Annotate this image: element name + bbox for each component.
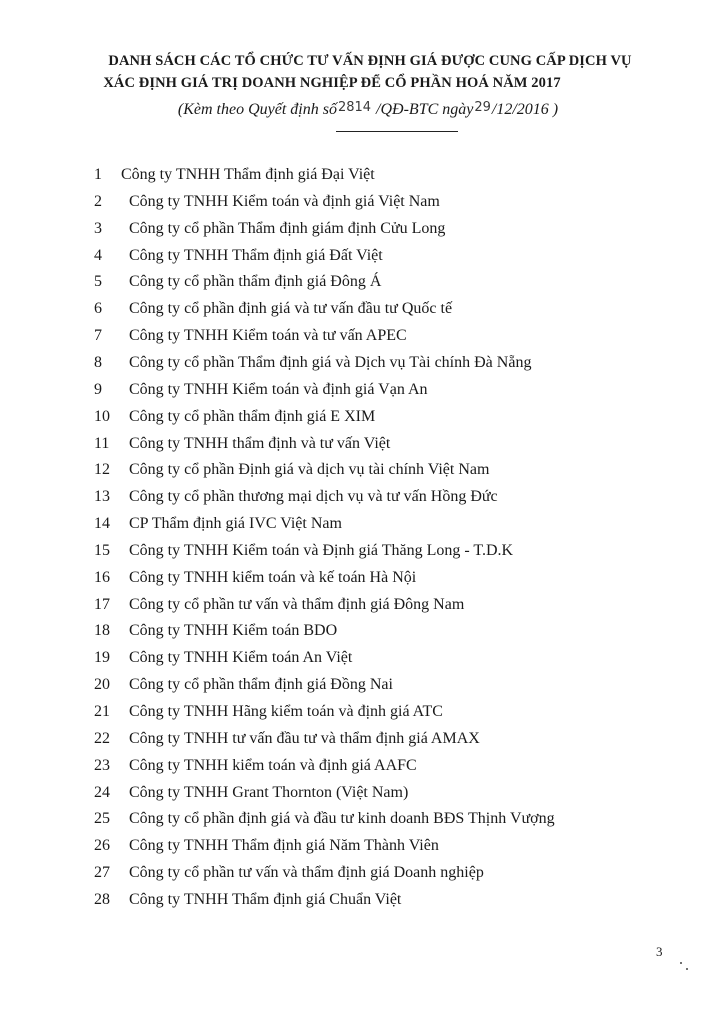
organization-name: Công ty TNHH tư vấn đầu tư và thẩm định giá AMAX xyxy=(129,729,480,747)
document-title-line-1: DANH SÁCH CÁC TỔ CHỨC TƯ VẤN ĐỊNH GIÁ ĐƯỢC CUNG CẤP DỊCH VỤ xyxy=(108,53,632,69)
item-number: 6 xyxy=(94,300,102,318)
item-number: 15 xyxy=(94,541,110,559)
item-number: 20 xyxy=(94,676,110,694)
organization-name: Công ty TNHH Thẩm định giá Đất Việt xyxy=(129,246,383,264)
organization-name: Công ty TNHH Hãng kiểm toán và định giá ATC xyxy=(129,703,443,720)
item-number: 26 xyxy=(94,837,110,855)
item-number: 11 xyxy=(94,434,110,452)
organization-name: Công ty cổ phần Thẩm định giám định Cửu Long xyxy=(129,219,446,237)
organization-name: Công ty TNHH Grant Thornton (Việt Nam) xyxy=(129,783,409,801)
organization-name: Công ty TNHH Kiểm toán An Việt xyxy=(129,649,353,667)
organization-name: Công ty cổ phần thẩm định giá Đông Á xyxy=(129,273,382,291)
subtitle-underline xyxy=(336,131,458,132)
item-number: 7 xyxy=(94,327,102,345)
scan-speck xyxy=(686,968,688,970)
item-number: 22 xyxy=(94,729,110,747)
item-number: 1 xyxy=(94,166,102,183)
item-number: 12 xyxy=(94,461,110,479)
item-number: 5 xyxy=(94,273,102,291)
item-number: 10 xyxy=(94,407,110,425)
organization-name: CP Thẩm định giá IVC Việt Nam xyxy=(129,515,342,533)
organization-name: Công ty TNHH Kiểm toán và định giá Vạn An xyxy=(129,380,428,398)
item-number: 2 xyxy=(94,192,102,210)
item-number: 19 xyxy=(94,649,110,667)
decision-reference-suffix: /12/2016 ) xyxy=(491,101,559,118)
item-number: 24 xyxy=(94,783,110,801)
handwritten-decision-number: 2814 xyxy=(337,100,372,115)
item-number: 27 xyxy=(94,864,110,882)
organization-name: Công ty TNHH Thẩm định giá Chuẩn Việt xyxy=(129,890,402,908)
organization-name: Công ty TNHH Thẩm định giá Đại Việt xyxy=(121,166,375,183)
handwritten-day: 29 xyxy=(474,100,491,115)
organization-name: Công ty TNHH Kiểm toán BDO xyxy=(129,622,338,640)
decision-reference xyxy=(0,101,720,119)
organization-name: Công ty cổ phần thẩm định giá E XIM xyxy=(129,407,376,425)
item-number: 23 xyxy=(94,756,110,774)
organization-name: Công ty cổ phần Thẩm định giá và Dịch vụ Tài chính Đà Nẵng xyxy=(129,353,532,371)
organization-name: Công ty TNHH thẩm định và tư vấn Việt xyxy=(129,434,391,452)
organization-name: Công ty TNHH Thẩm định giá Năm Thành Viên xyxy=(129,837,439,855)
item-number: 16 xyxy=(94,568,110,586)
item-number: 3 xyxy=(94,219,102,237)
decision-reference-prefix: (Kèm theo Quyết định số xyxy=(177,101,337,118)
organization-name: Công ty cổ phần tư vấn và thẩm định giá Đông Nam xyxy=(129,595,465,613)
organization-name: Công ty TNHH Kiểm toán và tư vấn APEC xyxy=(129,327,407,345)
organization-name: Công ty TNHH kiểm toán và định giá AAFC xyxy=(129,756,417,774)
item-number: 8 xyxy=(94,353,102,371)
organization-name: Công ty TNHH kiểm toán và kế toán Hà Nội xyxy=(129,568,417,586)
organization-name: Công ty TNHH Kiểm toán và Định giá Thăng Long - T.D.K xyxy=(129,541,514,559)
organization-name: Công ty cổ phần định giá và đầu tư kinh doanh BĐS Thịnh Vượng xyxy=(129,810,555,828)
organization-name: Công ty cổ phần Định giá và dịch vụ tài chính Việt Nam xyxy=(129,461,490,479)
scan-speck xyxy=(680,962,682,964)
item-number: 4 xyxy=(94,246,102,264)
item-number: 18 xyxy=(94,622,110,640)
item-number: 17 xyxy=(94,595,110,613)
organization-name: Công ty cổ phần thương mại dịch vụ và tư vấn Hồng Đức xyxy=(129,488,498,506)
organization-name: Công ty cổ phần thẩm định giá Đồng Nai xyxy=(129,676,393,694)
page-number: 3 xyxy=(656,944,663,959)
item-number: 9 xyxy=(94,380,102,398)
organization-name: Công ty cổ phần tư vấn và thẩm định giá Doanh nghiệp xyxy=(129,864,484,882)
organization-name: Công ty cổ phần định giá và tư vấn đầu tư Quốc tế xyxy=(129,300,453,318)
item-number: 28 xyxy=(94,890,110,908)
decision-reference-middle: /QĐ-BTC ngày xyxy=(376,101,474,118)
item-number: 25 xyxy=(94,810,110,828)
item-number: 21 xyxy=(94,703,110,720)
item-number: 14 xyxy=(94,515,110,533)
item-number: 13 xyxy=(94,488,110,506)
document-title-line-2: XÁC ĐỊNH GIÁ TRỊ DOANH NGHIỆP ĐỂ CỔ PHẦN HOÁ NĂM 2017 xyxy=(103,75,561,91)
organization-name: Công ty TNHH Kiểm toán và định giá Việt Nam xyxy=(129,192,440,210)
